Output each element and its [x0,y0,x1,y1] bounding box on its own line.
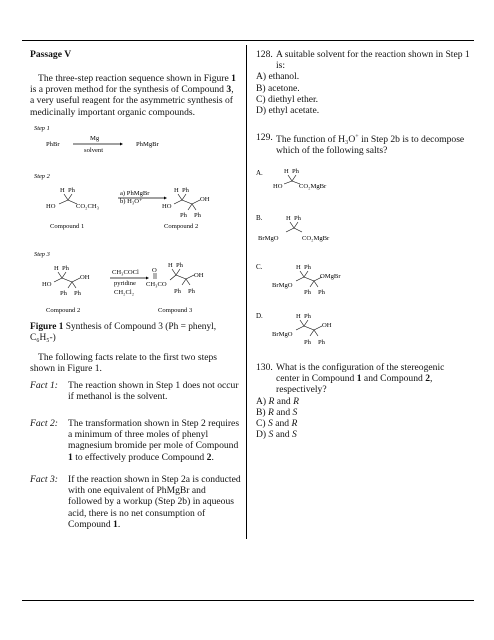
c2b-oh: OH [80,274,90,281]
facts-intro: The following facts relate to the first two steps shown in Figure 1. [30,352,218,375]
fact-text: If the reaction shown in Step 2a is conducted with one equivalent of PhMgBr and followed by a workup (Step 2b) in aqueous acid, there is no net consumption of Compound 1. [68,474,241,530]
step1-arrowhead [120,143,123,146]
fact-text: The reaction shown in Step 1 does not occur if methanol is the solvent. [68,380,239,403]
option-b-letter[interactable]: B. [256,214,263,222]
c3-o: O [152,267,157,274]
step2-reagent-a: a) PhMgBr [120,190,150,197]
option-c[interactable]: C) diethyl ether. [256,93,319,105]
question-128 [256,49,470,116]
c2b-ho: HO [42,281,52,288]
svg-text:Ph: Ph [304,313,311,320]
c2-ph-left: Ph [180,212,187,219]
fact-2 [30,418,242,463]
compound2-label: Compound 2 [164,223,199,230]
svg-text:Ph: Ph [318,289,325,296]
c3-oh: OH [194,272,204,279]
fact-label: Fact 1: [30,380,58,391]
c3-ph-right: Ph [188,288,195,295]
step3-arrowhead [146,277,149,280]
compound1-label: Compound 1 [50,223,85,230]
step1-reactant: PhBr [46,141,60,148]
option-d-letter[interactable]: D. [256,312,263,320]
c3-h: H [168,262,173,269]
passage-intro: The three-step reaction sequence shown in Figure 1 is a proven method for the synthesis of Compound 3, a very useful reagent for the asymmetric synthesis of medicinally important organic compounds. [30,73,236,118]
option-c[interactable]: C) S and R [256,418,298,430]
svg-text:Ph: Ph [304,264,311,271]
question-number: 129. [256,132,273,143]
option-d[interactable]: D) ethyl acetate. [256,105,320,117]
option-b[interactable]: B) R and S [256,406,298,418]
svg-text:OMgBr: OMgBr [320,273,341,280]
c1-ph: Ph [68,187,75,194]
c1-co2ch3: CO₂CH₃ [76,203,99,210]
svg-text:H: H [286,215,291,222]
compound3-label: Compound 3 [158,307,193,314]
c2b-h: H [54,265,59,272]
fact-1 [30,380,242,402]
step1-condition: solvent [84,147,104,154]
svg-text:Ph: Ph [294,215,301,222]
step2-arrowhead [164,197,167,200]
svg-text:H: H [284,168,289,175]
step2-reagent-b: b) H₃O⁺ [120,198,143,205]
question-130 [256,362,470,440]
svg-text:HO: HO [273,183,283,190]
c2b-ph-top: Ph [62,265,69,272]
svg-text:CO₂MgBr: CO₂MgBr [299,183,327,190]
c3-ch3co: CH₃CO [146,281,167,288]
question-number: 128. [256,49,273,60]
c2-oh: OH [200,196,210,203]
svg-text:Ph: Ph [304,289,311,296]
question-number: 130. [256,362,273,373]
step3-reagent-2: pyridine [114,280,136,287]
bottom-rule [22,600,474,601]
c1-h: H [60,187,65,194]
svg-text:BrMgO: BrMgO [258,235,279,242]
figure-1-reaction-scheme [28,122,244,318]
c3-ph-top: Ph [176,262,183,269]
fact-label: Fact 3: [30,474,58,485]
step1-product: PhMgBr [136,141,159,148]
step3-reagent-1: CH₃COCl [112,269,139,276]
step2-label: Step 2 [34,173,50,180]
svg-text:CO₂MgBr: CO₂MgBr [302,235,330,242]
figure-caption: Figure 1 Synthesis of Compound 3 (Ph = phenyl, C₆H₅-) [30,322,217,343]
fact-label: Fact 2: [30,418,58,429]
option-a[interactable]: A) R and R [256,395,299,407]
svg-text:Ph: Ph [318,339,325,346]
question-129-stem [256,132,470,157]
c2-h: H [174,187,179,194]
svg-text:Ph: Ph [304,339,311,346]
svg-text:BrMgO: BrMgO [272,282,293,289]
c1-ho: HO [46,203,56,210]
step1-reagent: Mg [90,135,100,142]
question-stem: The function of H₃O+ in Step 2b is to decompose which of the following salts? [276,134,465,157]
passage-title: Passage V [30,49,72,60]
c2b-ph-left: Ph [60,290,67,297]
step3-reagent-3: CH₂Cl₂ [114,289,134,296]
option-a[interactable]: A) ethanol. [256,71,300,83]
c2-ho: HO [162,203,172,210]
svg-text:H: H [296,313,301,320]
top-rule [22,40,474,41]
question-stem: A suitable solvent for the reaction shown in Step 1 is: [276,49,470,72]
svg-text:Ph: Ph [292,168,299,175]
option-a-letter[interactable]: A. [256,169,263,177]
fact-text: The transformation shown in Step 2 requires a minimum of three moles of phenyl magnesium bromide per mole of Compound 1 to effectively produce Compound 2. [68,418,240,463]
fact-3 [30,474,242,530]
step3-label: Step 3 [34,251,50,258]
c3-ph-left: Ph [174,288,181,295]
svg-text:OH: OH [322,322,332,329]
option-b[interactable]: B) acetone. [256,82,300,94]
c2-ph-right: Ph [194,212,201,219]
question-stem: What is the configuration of the stereogenic center in Compound 1 and Compound 2, respectively? [276,362,445,396]
svg-text:H: H [296,264,301,271]
compound2-label-step3: Compound 2 [46,307,81,314]
step1-label: Step 1 [34,125,50,132]
option-c-letter[interactable]: C. [256,263,263,271]
c2b-ph-right: Ph [74,290,81,297]
column-divider [246,45,247,539]
option-d[interactable]: D) S and S [256,429,297,441]
c2-ph-top: Ph [182,187,189,194]
svg-text:BrMgO: BrMgO [272,331,293,338]
question-129-options [254,166,454,356]
